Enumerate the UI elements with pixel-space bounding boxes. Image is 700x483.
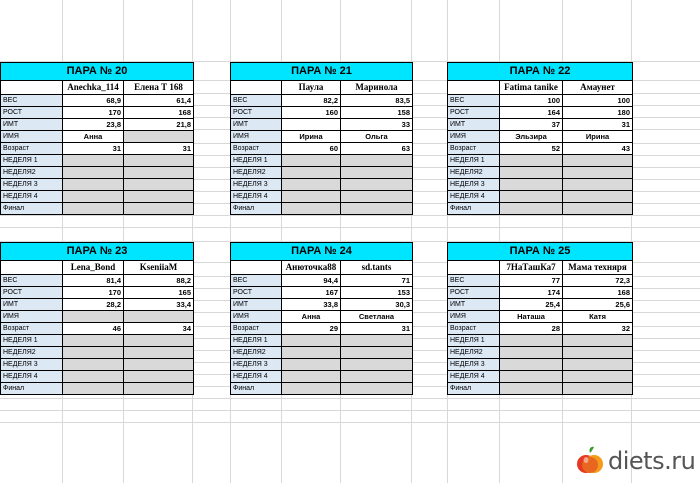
- participant-1-value-cell[interactable]: [500, 167, 563, 179]
- participant-2-value-cell[interactable]: [341, 203, 413, 215]
- row-label-cell[interactable]: Возраст: [1, 143, 63, 155]
- participant-2-value-cell[interactable]: 31: [124, 143, 194, 155]
- participant-2-value-cell[interactable]: [563, 167, 633, 179]
- participant-1-value-cell[interactable]: 37: [500, 119, 563, 131]
- table-row: [448, 95, 633, 107]
- row-label-cell[interactable]: НЕДЕЛЯ 4: [448, 371, 500, 383]
- participant-1-value-cell[interactable]: [63, 359, 124, 371]
- participant-2-value-cell[interactable]: [341, 359, 413, 371]
- participant-2-nick-cell[interactable]: Амаунет: [563, 81, 633, 95]
- participant-2-value-cell[interactable]: [563, 359, 633, 371]
- participant-1-value-cell[interactable]: [63, 311, 124, 323]
- participant-2-value-cell[interactable]: [563, 383, 633, 395]
- participant-1-value-cell[interactable]: 29: [282, 323, 341, 335]
- empty-cell[interactable]: [448, 261, 500, 275]
- table-row: [1, 299, 194, 311]
- row-label-cell[interactable]: Финал: [1, 203, 63, 215]
- pair-title-row: [231, 243, 413, 261]
- diets-watermark[interactable]: [576, 445, 698, 477]
- participant-1-value-cell[interactable]: 60: [282, 143, 341, 155]
- row-label-cell[interactable]: Финал: [231, 203, 282, 215]
- row-label-cell[interactable]: НЕДЕЛЯ2: [231, 167, 282, 179]
- table-row: [448, 155, 633, 167]
- pair-title-row: [448, 243, 633, 261]
- participant-2-value-cell[interactable]: [124, 371, 194, 383]
- table-row: [231, 347, 413, 359]
- row-label-cell[interactable]: НЕДЕЛЯ 3: [1, 179, 63, 191]
- pair-24-table: [230, 242, 413, 395]
- participant-1-value-cell[interactable]: 167: [282, 287, 341, 299]
- participant-1-value-cell[interactable]: 82,2: [282, 95, 341, 107]
- participant-1-value-cell[interactable]: [500, 179, 563, 191]
- row-label-cell[interactable]: РОСТ: [1, 287, 63, 299]
- participant-1-value-cell[interactable]: [500, 155, 563, 167]
- participant-1-value-cell[interactable]: [282, 167, 341, 179]
- participant-2-value-cell[interactable]: 33: [341, 119, 413, 131]
- participant-1-value-cell[interactable]: [63, 167, 124, 179]
- row-label-cell[interactable]: ИМЯ: [231, 131, 282, 143]
- table-row: [448, 143, 633, 155]
- participant-2-value-cell[interactable]: 180: [563, 107, 633, 119]
- table-row: [448, 359, 633, 371]
- row-label-cell[interactable]: Финал: [448, 203, 500, 215]
- apple-icon: [576, 446, 604, 476]
- participant-2-value-cell[interactable]: [563, 155, 633, 167]
- participant-1-value-cell[interactable]: [282, 119, 341, 131]
- pair-names-row: [1, 81, 194, 95]
- table-row: [448, 299, 633, 311]
- participant-1-value-cell[interactable]: 77: [500, 275, 563, 287]
- pair-title-cell[interactable]: ПАРА № 21: [231, 63, 413, 81]
- table-row: [231, 287, 413, 299]
- participant-2-value-cell[interactable]: [563, 179, 633, 191]
- table-row: [231, 95, 413, 107]
- participant-2-value-cell[interactable]: Ирина: [563, 131, 633, 143]
- row-label-cell[interactable]: ИМТ: [231, 299, 282, 311]
- pair-25-table: [447, 242, 633, 395]
- table-row: [231, 335, 413, 347]
- participant-1-value-cell[interactable]: 160: [282, 107, 341, 119]
- row-label-cell[interactable]: НЕДЕЛЯ 1: [448, 335, 500, 347]
- row-label-cell[interactable]: Возраст: [231, 143, 282, 155]
- empty-cell[interactable]: [448, 81, 500, 95]
- participant-2-value-cell[interactable]: [124, 311, 194, 323]
- row-label-cell[interactable]: ИМЯ: [448, 131, 500, 143]
- pair-title-row: [231, 63, 413, 81]
- table-row: [1, 191, 194, 203]
- participant-1-value-cell[interactable]: 33,8: [282, 299, 341, 311]
- row-label-cell[interactable]: ВЕС: [1, 95, 63, 107]
- row-label-cell[interactable]: ИМЯ: [231, 311, 282, 323]
- participant-1-value-cell[interactable]: [500, 203, 563, 215]
- table-row: [1, 335, 194, 347]
- table-row: [231, 131, 413, 143]
- row-label-cell[interactable]: Возраст: [448, 143, 500, 155]
- table-row: [231, 383, 413, 395]
- participant-2-value-cell[interactable]: 32: [563, 323, 633, 335]
- table-row: [1, 167, 194, 179]
- participant-1-value-cell[interactable]: Анна: [63, 131, 124, 143]
- participant-2-value-cell[interactable]: Ольга: [341, 131, 413, 143]
- participant-2-value-cell[interactable]: [341, 191, 413, 203]
- participant-2-value-cell[interactable]: 34: [124, 323, 194, 335]
- table-row: [448, 107, 633, 119]
- participant-2-value-cell[interactable]: 88,2: [124, 275, 194, 287]
- participant-1-value-cell[interactable]: [63, 191, 124, 203]
- pair-title-cell[interactable]: ПАРА № 22: [448, 63, 633, 81]
- row-label-cell[interactable]: ИМЯ: [448, 311, 500, 323]
- participant-1-value-cell[interactable]: [282, 347, 341, 359]
- participant-1-value-cell[interactable]: [500, 359, 563, 371]
- table-row: [448, 191, 633, 203]
- table-row: [1, 287, 194, 299]
- participant-1-value-cell[interactable]: [63, 155, 124, 167]
- participant-1-value-cell[interactable]: [282, 335, 341, 347]
- participant-1-value-cell[interactable]: 52: [500, 143, 563, 155]
- row-label-cell[interactable]: РОСТ: [231, 287, 282, 299]
- participant-1-value-cell[interactable]: [63, 371, 124, 383]
- participant-2-value-cell[interactable]: 100: [563, 95, 633, 107]
- empty-cell[interactable]: [1, 261, 63, 275]
- row-label-cell[interactable]: Возраст: [231, 323, 282, 335]
- participant-1-value-cell[interactable]: 23,8: [63, 119, 124, 131]
- participant-1-value-cell[interactable]: [282, 359, 341, 371]
- table-row: [1, 203, 194, 215]
- table-row: [1, 311, 194, 323]
- table-row: [231, 203, 413, 215]
- table-row: [231, 179, 413, 191]
- row-label-cell[interactable]: НЕДЕЛЯ 3: [231, 179, 282, 191]
- row-label-cell[interactable]: НЕДЕЛЯ 3: [1, 359, 63, 371]
- participant-2-value-cell[interactable]: 21,8: [124, 119, 194, 131]
- row-label-cell[interactable]: ИМТ: [1, 299, 63, 311]
- participant-2-value-cell[interactable]: [341, 179, 413, 191]
- participant-2-value-cell[interactable]: 63: [341, 143, 413, 155]
- participant-2-value-cell[interactable]: [341, 371, 413, 383]
- table-row: [231, 311, 413, 323]
- table-row: [448, 131, 633, 143]
- participant-2-value-cell[interactable]: 43: [563, 143, 633, 155]
- table-row: [231, 299, 413, 311]
- participant-1-value-cell[interactable]: [282, 191, 341, 203]
- participant-2-value-cell[interactable]: [563, 335, 633, 347]
- row-label-cell[interactable]: НЕДЕЛЯ 4: [448, 191, 500, 203]
- participant-2-value-cell[interactable]: Светлана: [341, 311, 413, 323]
- row-label-cell[interactable]: Финал: [1, 383, 63, 395]
- participant-1-value-cell[interactable]: 81,4: [63, 275, 124, 287]
- row-label-cell[interactable]: Возраст: [448, 323, 500, 335]
- pair-23-table: [0, 242, 194, 395]
- participant-2-value-cell[interactable]: [563, 203, 633, 215]
- participant-1-nick-cell[interactable]: 7НаТашКа7: [500, 261, 563, 275]
- row-label-cell[interactable]: НЕДЕЛЯ 4: [231, 191, 282, 203]
- table-row: [448, 203, 633, 215]
- table-row: [1, 95, 194, 107]
- participant-2-value-cell[interactable]: [124, 203, 194, 215]
- participant-1-value-cell[interactable]: Ирина: [282, 131, 341, 143]
- participant-2-value-cell[interactable]: 153: [341, 287, 413, 299]
- pair-20-table: [0, 62, 194, 215]
- row-label-cell[interactable]: НЕДЕЛЯ2: [448, 347, 500, 359]
- participant-2-value-cell[interactable]: 158: [341, 107, 413, 119]
- table-row: [1, 179, 194, 191]
- table-row: [1, 275, 194, 287]
- participant-2-value-cell[interactable]: 72,3: [563, 275, 633, 287]
- table-row: [231, 167, 413, 179]
- participant-2-value-cell[interactable]: [124, 383, 194, 395]
- participant-2-value-cell[interactable]: [563, 371, 633, 383]
- table-row: [1, 383, 194, 395]
- row-label-cell[interactable]: ИМТ: [231, 119, 282, 131]
- row-label-cell[interactable]: РОСТ: [231, 107, 282, 119]
- row-label-cell[interactable]: НЕДЕЛЯ 1: [231, 335, 282, 347]
- participant-2-value-cell[interactable]: [341, 155, 413, 167]
- row-label-cell[interactable]: НЕДЕЛЯ 1: [1, 155, 63, 167]
- participant-2-nick-cell[interactable]: KseniiaM: [124, 261, 194, 275]
- pair-title-row: [448, 63, 633, 81]
- row-label-cell[interactable]: ИМЯ: [1, 131, 63, 143]
- participant-2-value-cell[interactable]: [124, 335, 194, 347]
- table-row: [448, 167, 633, 179]
- row-label-cell[interactable]: НЕДЕЛЯ2: [448, 167, 500, 179]
- table-row: [448, 347, 633, 359]
- row-label-cell[interactable]: НЕДЕЛЯ 4: [1, 371, 63, 383]
- row-label-cell[interactable]: ВЕС: [1, 275, 63, 287]
- participant-2-nick-cell[interactable]: Маринола: [341, 81, 413, 95]
- pair-title-cell[interactable]: ПАРА № 23: [1, 243, 194, 261]
- participant-1-value-cell[interactable]: 28: [500, 323, 563, 335]
- pair-title-row: [1, 63, 194, 81]
- participant-2-value-cell[interactable]: [124, 167, 194, 179]
- table-row: [1, 107, 194, 119]
- pair-names-row: [231, 261, 413, 275]
- table-row: [448, 311, 633, 323]
- participant-1-value-cell[interactable]: 164: [500, 107, 563, 119]
- table-row: [231, 107, 413, 119]
- table-row: [231, 323, 413, 335]
- row-label-cell[interactable]: НЕДЕЛЯ 3: [448, 359, 500, 371]
- participant-1-value-cell[interactable]: Эльзира: [500, 131, 563, 143]
- participant-1-value-cell[interactable]: [63, 179, 124, 191]
- participant-2-value-cell[interactable]: [124, 179, 194, 191]
- empty-cell[interactable]: [231, 261, 282, 275]
- table-row: [448, 287, 633, 299]
- pair-title-cell[interactable]: ПАРА № 20: [1, 63, 194, 81]
- participant-2-value-cell[interactable]: [341, 347, 413, 359]
- row-label-cell[interactable]: НЕДЕЛЯ 3: [231, 359, 282, 371]
- participant-2-value-cell[interactable]: Катя: [563, 311, 633, 323]
- row-label-cell[interactable]: ИМТ: [1, 119, 63, 131]
- participant-2-value-cell[interactable]: 61,4: [124, 95, 194, 107]
- row-label-cell[interactable]: ИМТ: [448, 119, 500, 131]
- participant-2-value-cell[interactable]: [124, 131, 194, 143]
- participant-1-value-cell[interactable]: [63, 203, 124, 215]
- pair-names-row: [448, 261, 633, 275]
- participant-2-value-cell[interactable]: 165: [124, 287, 194, 299]
- table-row: [448, 323, 633, 335]
- participant-1-nick-cell[interactable]: Lena_Bond: [63, 261, 124, 275]
- empty-cell[interactable]: [231, 81, 282, 95]
- table-row: [231, 191, 413, 203]
- row-label-cell[interactable]: Финал: [231, 383, 282, 395]
- row-label-cell[interactable]: РОСТ: [448, 107, 500, 119]
- pair-names-row: [448, 81, 633, 95]
- participant-2-value-cell[interactable]: 31: [341, 323, 413, 335]
- row-label-cell[interactable]: ИМТ: [448, 299, 500, 311]
- participant-1-value-cell[interactable]: [500, 347, 563, 359]
- table-row: [448, 179, 633, 191]
- pair-title-row: [1, 243, 194, 261]
- participant-1-value-cell[interactable]: [282, 155, 341, 167]
- table-row: [231, 143, 413, 155]
- pair-names-row: [1, 261, 194, 275]
- participant-1-value-cell[interactable]: 170: [63, 107, 124, 119]
- table-row: [1, 143, 194, 155]
- row-label-cell[interactable]: НЕДЕЛЯ 3: [448, 179, 500, 191]
- participant-2-nick-cell[interactable]: sd.tants: [341, 261, 413, 275]
- participant-2-nick-cell[interactable]: Мама техняря: [563, 261, 633, 275]
- watermark-text: diets.ru: [608, 447, 696, 475]
- participant-2-value-cell[interactable]: 31: [563, 119, 633, 131]
- participant-1-value-cell[interactable]: [500, 383, 563, 395]
- table-row: [1, 347, 194, 359]
- participant-2-value-cell[interactable]: [341, 383, 413, 395]
- participant-2-value-cell[interactable]: [124, 191, 194, 203]
- participant-2-value-cell[interactable]: 168: [124, 107, 194, 119]
- table-row: [231, 371, 413, 383]
- participant-1-nick-cell[interactable]: Anechka_114: [63, 81, 124, 95]
- participant-1-value-cell[interactable]: [282, 179, 341, 191]
- table-row: [231, 275, 413, 287]
- table-row: [448, 383, 633, 395]
- participant-1-value-cell[interactable]: [282, 203, 341, 215]
- table-row: [231, 119, 413, 131]
- participant-1-value-cell[interactable]: 174: [500, 287, 563, 299]
- row-label-cell[interactable]: ВЕС: [231, 275, 282, 287]
- table-row: [231, 155, 413, 167]
- row-label-cell[interactable]: НЕДЕЛЯ 4: [1, 191, 63, 203]
- empty-cell[interactable]: [1, 81, 63, 95]
- participant-1-value-cell[interactable]: [63, 335, 124, 347]
- participant-1-value-cell[interactable]: Наташа: [500, 311, 563, 323]
- row-label-cell[interactable]: Финал: [448, 383, 500, 395]
- participant-1-value-cell[interactable]: 28,2: [63, 299, 124, 311]
- table-row: [1, 119, 194, 131]
- participant-2-value-cell[interactable]: [563, 191, 633, 203]
- participant-1-value-cell[interactable]: [282, 371, 341, 383]
- row-label-cell[interactable]: НЕДЕЛЯ 1: [448, 155, 500, 167]
- table-row: [1, 323, 194, 335]
- row-label-cell[interactable]: НЕДЕЛЯ2: [1, 347, 63, 359]
- pair-names-row: [231, 81, 413, 95]
- table-row: [1, 131, 194, 143]
- row-label-cell[interactable]: НЕДЕЛЯ 4: [231, 371, 282, 383]
- participant-1-value-cell[interactable]: 31: [63, 143, 124, 155]
- row-label-cell[interactable]: ИМЯ: [1, 311, 63, 323]
- participant-1-value-cell[interactable]: [63, 383, 124, 395]
- participant-2-value-cell[interactable]: 168: [563, 287, 633, 299]
- row-label-cell[interactable]: НЕДЕЛЯ 1: [1, 335, 63, 347]
- row-label-cell[interactable]: РОСТ: [448, 287, 500, 299]
- participant-1-value-cell[interactable]: [500, 371, 563, 383]
- participant-1-value-cell[interactable]: [282, 383, 341, 395]
- participant-1-value-cell[interactable]: 170: [63, 287, 124, 299]
- participant-2-value-cell[interactable]: [124, 359, 194, 371]
- participant-1-nick-cell[interactable]: Анюточка88: [282, 261, 341, 275]
- participant-1-nick-cell[interactable]: Паула: [282, 81, 341, 95]
- participant-1-value-cell[interactable]: Анна: [282, 311, 341, 323]
- participant-2-value-cell[interactable]: 33,4: [124, 299, 194, 311]
- row-label-cell[interactable]: ВЕС: [448, 275, 500, 287]
- participant-2-value-cell[interactable]: [124, 155, 194, 167]
- participant-2-value-cell[interactable]: [563, 347, 633, 359]
- participant-2-value-cell[interactable]: 30,3: [341, 299, 413, 311]
- participant-2-value-cell[interactable]: 25,6: [563, 299, 633, 311]
- participant-1-nick-cell[interactable]: Fatima tanike: [500, 81, 563, 95]
- participant-2-nick-cell[interactable]: Елена Т 168: [124, 81, 194, 95]
- participant-1-value-cell[interactable]: 94,4: [282, 275, 341, 287]
- participant-1-value-cell[interactable]: [63, 347, 124, 359]
- participant-1-value-cell[interactable]: 100: [500, 95, 563, 107]
- pair-title-cell[interactable]: ПАРА № 24: [231, 243, 413, 261]
- table-row: [1, 359, 194, 371]
- participant-1-value-cell[interactable]: 68,9: [63, 95, 124, 107]
- table-row: [448, 275, 633, 287]
- table-row: [231, 359, 413, 371]
- participant-2-value-cell[interactable]: [341, 335, 413, 347]
- table-row: [1, 371, 194, 383]
- pair-21-table: [230, 62, 413, 215]
- participant-2-value-cell[interactable]: 83,5: [341, 95, 413, 107]
- row-label-cell[interactable]: Возраст: [1, 323, 63, 335]
- pair-22-table: [447, 62, 633, 215]
- row-label-cell[interactable]: ВЕС: [448, 95, 500, 107]
- participant-1-value-cell[interactable]: 46: [63, 323, 124, 335]
- table-row: [448, 119, 633, 131]
- row-label-cell[interactable]: НЕДЕЛЯ2: [231, 347, 282, 359]
- row-label-cell[interactable]: ВЕС: [231, 95, 282, 107]
- participant-1-value-cell[interactable]: [500, 191, 563, 203]
- row-label-cell[interactable]: РОСТ: [1, 107, 63, 119]
- participant-2-value-cell[interactable]: [341, 167, 413, 179]
- participant-1-value-cell[interactable]: 25,4: [500, 299, 563, 311]
- table-row: [448, 335, 633, 347]
- table-row: [448, 371, 633, 383]
- participant-2-value-cell[interactable]: 71: [341, 275, 413, 287]
- row-label-cell[interactable]: НЕДЕЛЯ2: [1, 167, 63, 179]
- participant-1-value-cell[interactable]: [500, 335, 563, 347]
- row-label-cell[interactable]: НЕДЕЛЯ 1: [231, 155, 282, 167]
- table-row: [1, 155, 194, 167]
- participant-2-value-cell[interactable]: [124, 347, 194, 359]
- pair-title-cell[interactable]: ПАРА № 25: [448, 243, 633, 261]
